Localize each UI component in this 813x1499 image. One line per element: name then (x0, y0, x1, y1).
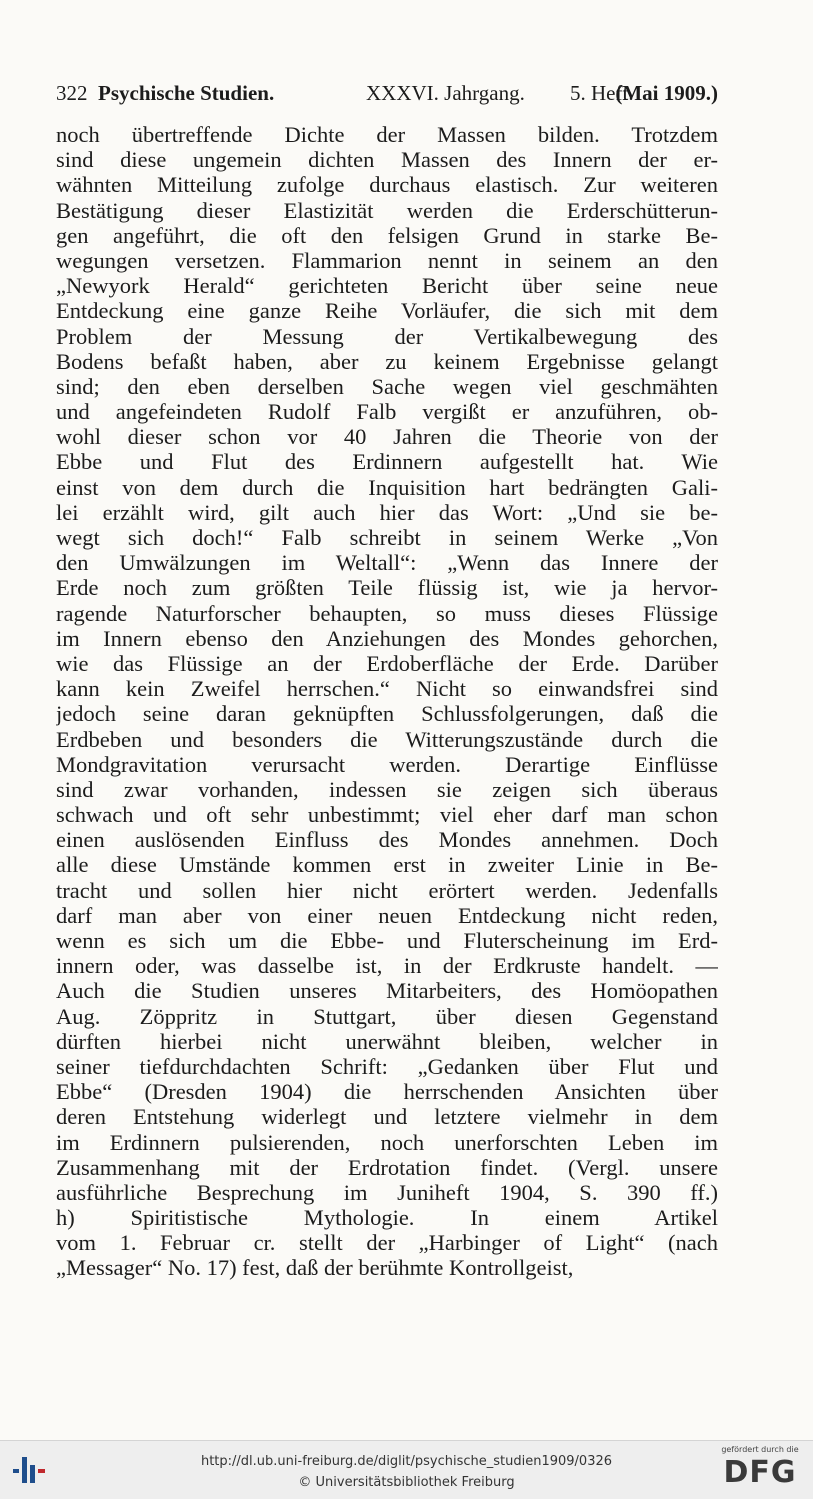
text-line: ragende Naturforscher behaupten, so muss dieses Flüssige (56, 600, 718, 626)
text-line: wohl dieser schon vor 40 Jahren die Theorie von der (56, 424, 718, 450)
text-line: noch übertreffende Dichte der Massen bilden. Trotzdem (56, 122, 718, 147)
text-line: sind zwar vorhanden, indessen sie zeigen sich überaus (56, 776, 718, 802)
running-head (56, 78, 718, 108)
volume-label: XXXVI. Jahrgang. (366, 81, 525, 105)
text-line: wenn es sich um die Ebbe- und Fluterscheinung im Erd- (56, 928, 718, 953)
text-line: Ebbe“ (Dresden 1904) die herrschenden Ansichten über (56, 1079, 718, 1105)
text-line: Erde noch zum größten Teile flüssig ist, wie ja hervor- (56, 575, 718, 601)
dfg-logo-icon: DFG (723, 1455, 797, 1490)
text-line: Mondgravitation verursacht werden. Derartige Einflüsse (56, 751, 718, 777)
text-line: schwach und oft sehr unbestimmt; viel eher darf man schon (56, 802, 718, 828)
permalink-url[interactable]: http://dl.ub.uni-freiburg.de/diglit/psychische_studien1909/0326 (200, 1454, 613, 1469)
text-line: im Erdinnern pulsierenden, noch unerforschten Leben im (56, 1129, 718, 1155)
text-line: den Umwälzungen im Weltall“: „Wenn das Innere der (56, 550, 718, 576)
copyright-notice: © Universitätsbibliothek Freiburg (298, 1475, 515, 1490)
text-line: seiner tiefdurchdachten Schrift: „Gedanken über Flut und (56, 1053, 718, 1079)
issue-date: (Mai 1909.) (615, 81, 718, 105)
text-line: Problem der Messung der Vertikalbewegung des (56, 323, 718, 349)
viewer-footer (0, 1440, 813, 1499)
funder-caption: gefördert durch die (721, 1445, 799, 1454)
text-line: dürften hierbei nicht unerwähnt bleiben, welcher in (56, 1028, 718, 1054)
text-line: deren Entstehung widerlegt und letztere vielmehr in dem (56, 1104, 718, 1130)
text-line: und angefeindeten Rudolf Falb vergißt er anzuführen, ob- (56, 399, 718, 425)
issue-label: 5. Heft. (570, 81, 634, 105)
text-line: Ebbe und Flut des Erdinnern aufgestellt hat. Wie (56, 449, 718, 475)
text-line: wie das Flüssige an der Erdoberfläche der Erde. Darüber (56, 650, 718, 676)
journal-title: Psychische Studien. (98, 81, 275, 105)
text-line: wegt sich doch!“ Falb schreibt in seinem Werke „Von (56, 525, 718, 550)
text-line: kann kein Zweifel herrschen.“ Nicht so einwandsfrei sind (56, 676, 718, 702)
article-body (56, 122, 718, 1281)
text-line: darf man aber von einer neuen Entdeckung nicht reden, (56, 902, 718, 928)
funder-logo[interactable] (717, 1445, 803, 1495)
text-line: ausführliche Besprechung im Juniheft 1904, S. 390 ff.) (56, 1179, 718, 1205)
text-line: Zusammenhang mit der Erdrotation findet. (Vergl. unsere (56, 1154, 718, 1180)
text-line: h) Spiritistische Mythologie. In einem Artikel (56, 1205, 718, 1231)
page-number: 322 (56, 81, 88, 105)
text-line: „Newyork Herald“ gerichteten Bericht über seine neue (56, 273, 718, 299)
text-line: jedoch seine daran geknüpften Schlussfolgerungen, daß die (56, 701, 718, 727)
text-line: wähnten Mitteilung zufolge durchaus elastisch. Zur weiteren (56, 172, 718, 198)
text-line: Aug. Zöppritz in Stuttgart, über diesen Gegenstand (56, 1003, 718, 1029)
text-line: sind; den eben derselben Sache wegen viel geschmähten (56, 373, 718, 399)
text-line: im Innern ebenso den Anziehungen des Mondes gehorchen, (56, 625, 718, 651)
text-line: lei erzählt wird, gilt auch hier das Wort: „Und sie be- (56, 499, 718, 525)
text-line: sind diese ungemein dichten Massen des Innern der er- (56, 147, 718, 173)
text-line: „Messager“ No. 17) fest, daß der berühmte Kontrollgeist, (56, 1255, 574, 1281)
text-line: vom 1. Februar cr. stellt der „Harbinger of Light“ (nach (56, 1230, 718, 1256)
text-line: Bodens befaßt haben, aber zu keinem Ergebnisse gelangt (56, 348, 718, 374)
text-line: einen auslösenden Einfluss des Mondes annehmen. Doch (56, 827, 718, 853)
text-line: einst von dem durch die Inquisition hart bedrängten Gali- (56, 474, 718, 500)
text-line: Entdeckung eine ganze Reihe Vorläufer, die sich mit dem (56, 298, 718, 324)
text-line: Erdbeben und besonders die Witterungszustände durch die (56, 726, 718, 752)
text-line: Bestätigung dieser Elastizität werden die Erderschütterun- (56, 197, 718, 223)
text-line: Auch die Studien unseres Mitarbeiters, des Homöopathen (56, 978, 718, 1004)
text-line: gen angeführt, die oft den felsigen Grund in starke Be- (56, 222, 718, 248)
text-line: tracht und sollen hier nicht erörtert werden. Jedenfalls (56, 877, 718, 903)
text-line: alle diese Umstände kommen erst in zweiter Linie in Be- (56, 852, 718, 878)
text-line: wegungen versetzen. Flammarion nennt in seinem an den (56, 247, 718, 273)
text-line: innern oder, was dasselbe ist, in der Erdkruste handelt. — (56, 953, 718, 979)
